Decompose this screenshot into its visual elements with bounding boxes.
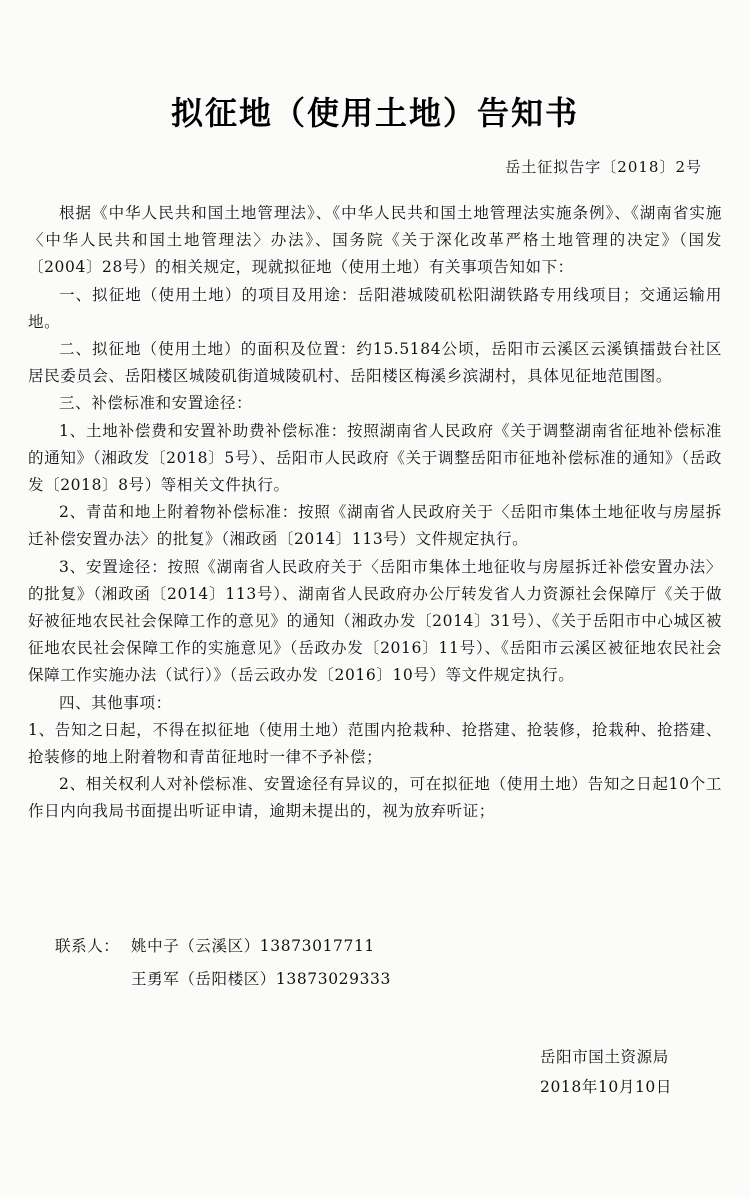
section-4-item-1: 1、告知之日起，不得在拟征地（使用土地）范围内抢栽种、抢搭建、抢装修，抢栽种、抢搭建、抢装修的地上附着物和青苗征地时一律不予补偿； (28, 720, 722, 767)
section-3-item-1: 1、土地补偿费和安置补助费补偿标准：按照湖南省人民政府《关于调整湖南省征地补偿标准的通知》（湘政发〔2018〕5号）、岳阳市人民政府《关于调整岳阳市征地补偿标准的通知》（岳政发〔2018〕8号）等相关文件执行。 (28, 421, 722, 495)
issue-date: 2018年10月10日 (540, 1078, 672, 1096)
signature-block (540, 1042, 672, 1102)
section-3-item-3: 3、安置途径：按照《湖南省人民政府关于〈岳阳市集体土地征收与房屋拆迁补偿安置办法〉的批复》（湘政函〔2014〕113号）、湖南省人民政府办公厅转发省人力资源社会保障厅《关于做好被征地农民社会保障工作的意见》的通知（湘政办发〔2014〕31号）、《关于岳阳市中心城区被征地农民社会保障工作的实施意见》（岳政办发〔2016〕11号）、《岳阳市云溪区被征地农民社会保障工作实施办法（试行）》（岳云政办发〔2016〕10号）等文件规定执行。 (28, 557, 722, 685)
section-3-item-2: 2、青苗和地上附着物补偿标准：按照《湖南省人民政府关于〈岳阳市集体土地征收与房屋拆迁补偿安置办法〉的批复》（湘政函〔2014〕113号）文件规定执行。 (28, 503, 722, 549)
section-1-project-usage: 一、拟征地（使用土地）的项目及用途：岳阳港城陵矶松阳湖铁路专用线项目；交通运输用地。 (28, 285, 722, 331)
section-2-area-location: 二、拟征地（使用土地）的面积及位置：约15.5184公顷，岳阳市云溪区云溪镇擂鼓台社区居民委员会、岳阳楼区城陵矶街道城陵矶村、岳阳楼区梅溪乡滨湖村，具体见征地范围图。 (28, 340, 722, 386)
contact-person-1: 姚中子（云溪区）13873017711 (131, 937, 375, 955)
contact-row-2 (55, 963, 391, 996)
contact-person-2: 王勇军（岳阳楼区）13873029333 (131, 970, 391, 988)
contact-row-1 (55, 930, 391, 963)
section-4-heading: 四、其他事项： (59, 693, 172, 712)
document-body (28, 200, 722, 826)
document-number: 岳土征拟告字〔2018〕2号 (505, 158, 702, 176)
section-4-item-2: 2、相关权利人对补偿标准、安置途径有异议的，可在拟征地（使用土地）告知之日起10个工作日内向我局书面提出听证申请，逾期未提出的，视为放弃听证； (28, 775, 722, 821)
page-title: 拟征地（使用土地）告知书 (170, 94, 579, 132)
contact-label: 联系人： (55, 937, 120, 955)
issuing-organization: 岳阳市国土资源局 (540, 1048, 669, 1066)
intro-paragraph: 根据《中华人民共和国土地管理法》、《中华人民共和国土地管理法实施条例》、《湖南省实施〈中华人民共和国土地管理法〉办法》、国务院《关于深化改革严格土地管理的决定》（国发〔2004〕28号）的相关规定，现就拟征地（使用土地）有关事项告知如下： (28, 204, 722, 277)
contact-block (55, 930, 391, 996)
section-3-heading: 三、补偿标准和安置途径： (59, 394, 253, 413)
